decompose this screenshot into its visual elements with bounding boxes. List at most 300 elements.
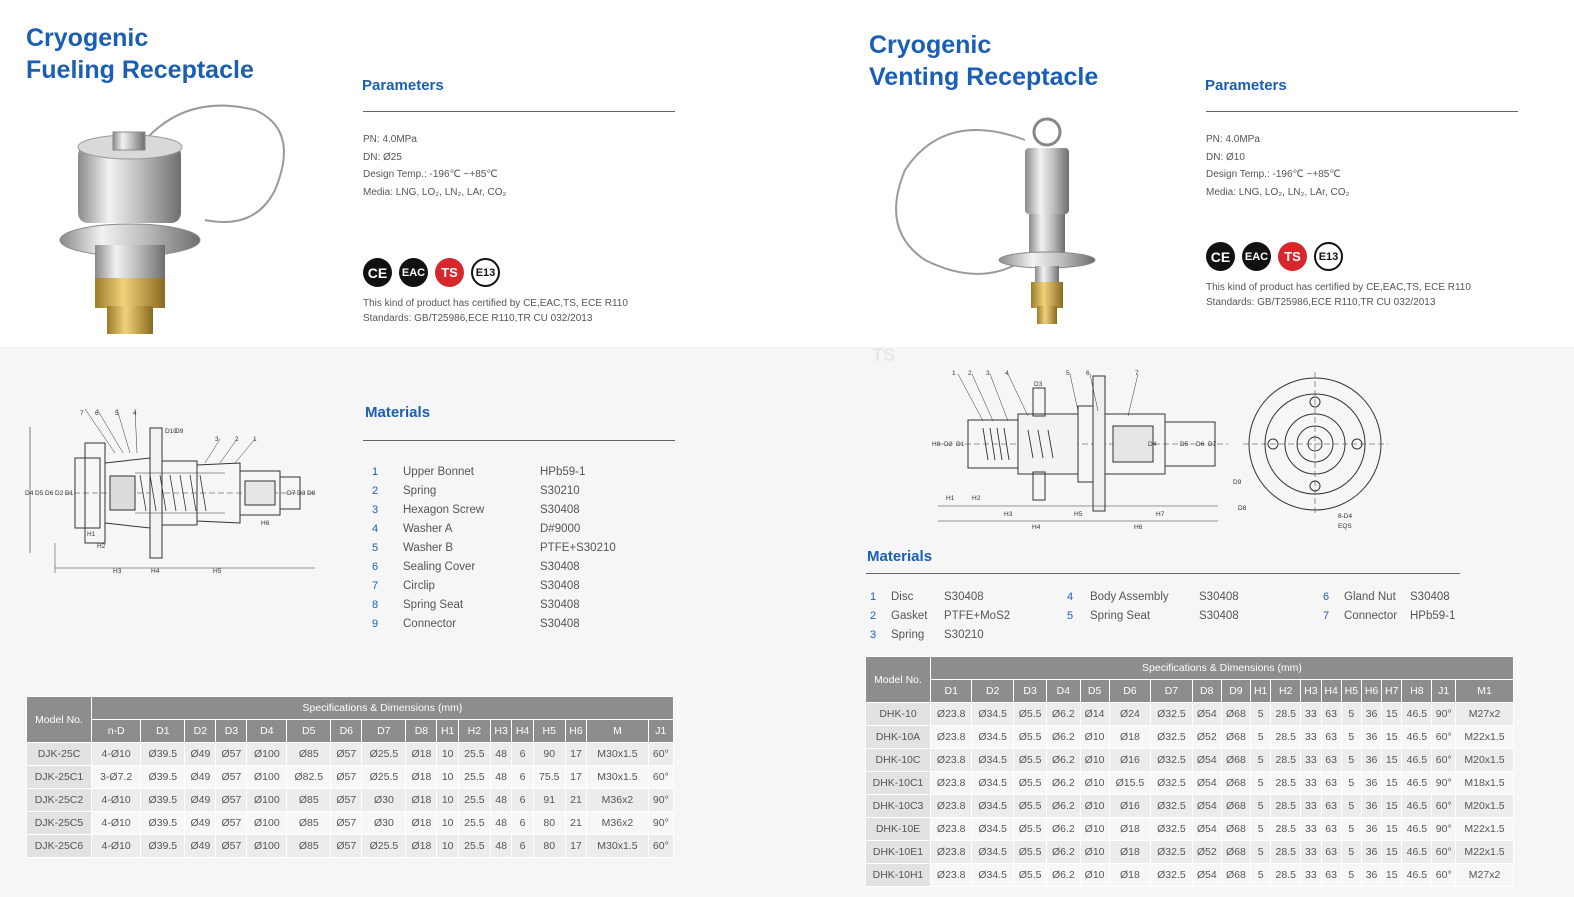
table-cell: 46.5 <box>1402 841 1432 864</box>
left-drawing-label-1: 1 <box>253 436 257 443</box>
table-cell: Ø18 <box>406 743 437 766</box>
table-cell: 28.5 <box>1271 703 1301 726</box>
column-header: H3 <box>1301 680 1321 703</box>
table-cell: 60° <box>648 835 673 858</box>
left-cert-line1: This kind of product has certified by CE,EAC,TS, ECE R110 <box>363 298 628 309</box>
right-materials-col3 <box>1323 587 1455 625</box>
table-cell: Ø5.5 <box>1013 749 1046 772</box>
table-cell: 17 <box>565 835 586 858</box>
table-row <box>866 864 1514 887</box>
left-materials-divider <box>363 440 675 441</box>
right-drawing-label-d8: D8 <box>1238 505 1247 512</box>
table-cell: 5 <box>1341 749 1361 772</box>
table-cell: Ø23.8 <box>931 864 972 887</box>
right-drawing-label-5: 5 <box>1066 370 1070 377</box>
model-no-header: Model No. <box>866 657 931 703</box>
table-cell: 90° <box>648 812 673 835</box>
left-drawing-label-4: 4 <box>133 410 137 417</box>
table-cell: 91 <box>533 789 565 812</box>
table-cell: 5 <box>1251 818 1271 841</box>
table-cell: 5 <box>1341 841 1361 864</box>
table-cell: Ø32.5 <box>1151 749 1192 772</box>
left-drawing-label-d4: D4 <box>25 490 34 497</box>
material-spec: S30408 <box>1199 590 1239 603</box>
right-drawing-label-h2: H2 <box>972 495 981 502</box>
table-cell: Ø16 <box>1109 749 1150 772</box>
table-cell: Ø100 <box>247 812 287 835</box>
table-cell: Ø30 <box>362 789 406 812</box>
table-cell: Ø49 <box>185 789 216 812</box>
right-cert-line2: Standards: GB/T25986,ECE R110,TR CU 032/2013 <box>1206 297 1436 308</box>
table-cell: 10 <box>437 743 458 766</box>
material-name: Gland Nut <box>1344 590 1396 603</box>
table-cell: 4-Ø10 <box>92 743 141 766</box>
right-drawing-label-h5: H5 <box>1074 511 1083 518</box>
left-title-line2: Fueling Receptacle <box>26 56 254 84</box>
table-cell: 15 <box>1382 818 1402 841</box>
table-cell: 33 <box>1301 726 1321 749</box>
left-drawing-label-d2: D2 <box>55 490 64 497</box>
column-header: H2 <box>458 720 490 743</box>
table-cell: 63 <box>1321 795 1341 818</box>
material-num: 9 <box>372 617 379 630</box>
material-spec: S30408 <box>540 598 580 611</box>
table-cell: 17 <box>565 766 586 789</box>
column-header: H4 <box>1321 680 1341 703</box>
model-no-header: Model No. <box>27 697 92 743</box>
table-cell: Ø34.5 <box>972 749 1013 772</box>
table-cell: 36 <box>1361 726 1381 749</box>
table-cell: Ø15.5 <box>1109 772 1150 795</box>
table-cell: 60° <box>1432 864 1456 887</box>
material-name: Spring Seat <box>1090 609 1151 622</box>
table-cell: Ø5.5 <box>1013 772 1046 795</box>
table-cell: Ø32.5 <box>1151 726 1192 749</box>
column-header: D8 <box>406 720 437 743</box>
table-cell: 10 <box>437 812 458 835</box>
table-cell: Ø32.5 <box>1151 795 1192 818</box>
table-cell: Ø54 <box>1192 703 1221 726</box>
venting-receptacle-photo <box>885 110 1105 328</box>
table-cell: 5 <box>1251 864 1271 887</box>
column-header: H3 <box>490 720 511 743</box>
table-row <box>27 835 674 858</box>
table-cell: 4-Ø10 <box>92 812 141 835</box>
table-cell: 25.5 <box>458 743 490 766</box>
column-header: H4 <box>512 720 533 743</box>
table-cell: 6 <box>512 789 533 812</box>
table-cell: 46.5 <box>1402 749 1432 772</box>
table-cell: Ø39.5 <box>141 812 185 835</box>
material-name: Spring Seat <box>403 598 464 611</box>
table-row <box>27 812 674 835</box>
left-drawing-label-d8: D8 <box>307 490 316 497</box>
table-cell: Ø68 <box>1221 726 1250 749</box>
table-cell: 15 <box>1382 703 1402 726</box>
table-cell: 48 <box>490 835 511 858</box>
table-cell: 80 <box>533 812 565 835</box>
table-cell: 90° <box>1432 818 1456 841</box>
table-cell: 36 <box>1361 703 1381 726</box>
table-cell: 10 <box>437 835 458 858</box>
table-cell: Ø52 <box>1192 841 1221 864</box>
table-cell: 63 <box>1321 749 1341 772</box>
table-cell: Ø34.5 <box>972 772 1013 795</box>
table-row <box>866 772 1514 795</box>
table-cell: Ø23.8 <box>931 818 972 841</box>
material-name: Hexagon Screw <box>403 503 485 516</box>
table-cell: Ø23.8 <box>931 841 972 864</box>
material-name: Washer B <box>403 541 454 554</box>
material-row <box>372 519 616 538</box>
table-cell: Ø32.5 <box>1151 818 1192 841</box>
table-cell: Ø25.5 <box>362 743 406 766</box>
material-row <box>1067 606 1239 625</box>
left-cert-badges <box>363 258 500 287</box>
table-cell: M36x2 <box>587 789 648 812</box>
material-num: 6 <box>1323 590 1330 603</box>
table-cell: Ø10 <box>1080 726 1109 749</box>
table-cell: 5 <box>1251 703 1271 726</box>
table-cell: 46.5 <box>1402 703 1432 726</box>
material-num: 2 <box>870 609 877 622</box>
model-cell: DHK-10E <box>866 818 931 841</box>
material-spec: S30408 <box>540 579 580 592</box>
left-spec-table <box>26 696 674 858</box>
table-cell: 28.5 <box>1271 795 1301 818</box>
ce-icon: CE <box>363 258 392 287</box>
table-cell: Ø6.2 <box>1047 841 1080 864</box>
table-cell: 36 <box>1361 772 1381 795</box>
table-row <box>866 818 1514 841</box>
table-cell: Ø10 <box>1080 818 1109 841</box>
table-cell: 90° <box>1432 703 1456 726</box>
material-num: 4 <box>372 522 379 535</box>
left-drawing-label-h6: H6 <box>261 520 270 527</box>
table-cell: Ø10 <box>1080 841 1109 864</box>
column-header: D4 <box>1047 680 1080 703</box>
table-cell: Ø5.5 <box>1013 795 1046 818</box>
material-name: Spring <box>403 484 437 497</box>
table-cell: 28.5 <box>1271 841 1301 864</box>
right-certification-text <box>1206 280 1471 310</box>
material-spec: PTFE+MoS2 <box>944 609 1011 622</box>
table-cell: Ø68 <box>1221 864 1250 887</box>
right-materials-col1 <box>870 587 1010 644</box>
table-cell: 25.5 <box>458 789 490 812</box>
material-num: 6 <box>372 560 379 573</box>
column-header: D6 <box>331 720 362 743</box>
right-title-line2: Venting Receptacle <box>869 63 1099 91</box>
model-cell: DHK-10H1 <box>866 864 931 887</box>
table-cell: Ø100 <box>247 743 287 766</box>
table-row <box>866 841 1514 864</box>
column-header: D1 <box>141 720 185 743</box>
material-spec: PTFE+S30210 <box>540 541 616 554</box>
table-cell: M20x1.5 <box>1456 795 1514 818</box>
right-param-dn: DN: Ø10 <box>1206 151 1245 163</box>
table-cell: Ø57 <box>216 789 247 812</box>
material-row <box>372 462 616 481</box>
material-num: 1 <box>870 590 877 603</box>
table-cell: 63 <box>1321 841 1341 864</box>
left-product-title <box>26 22 254 86</box>
column-header: D3 <box>216 720 247 743</box>
material-num: 3 <box>870 628 877 641</box>
table-cell: 6 <box>512 766 533 789</box>
table-cell: Ø10 <box>1080 772 1109 795</box>
table-cell: 36 <box>1361 818 1381 841</box>
column-header: J1 <box>648 720 673 743</box>
model-cell: DHK-10 <box>866 703 931 726</box>
table-cell: Ø100 <box>247 789 287 812</box>
right-materials-heading: Materials <box>867 548 933 565</box>
table-cell: Ø49 <box>185 743 216 766</box>
table-cell: Ø68 <box>1221 703 1250 726</box>
material-spec: S30408 <box>540 560 580 573</box>
material-name: Circlip <box>403 579 435 592</box>
column-header: H8 <box>1402 680 1432 703</box>
table-row <box>866 726 1514 749</box>
table-cell: 60° <box>648 743 673 766</box>
table-cell: 5 <box>1251 726 1271 749</box>
table-cell: Ø54 <box>1192 818 1221 841</box>
table-cell: M22x1.5 <box>1456 726 1514 749</box>
column-header: D3 <box>1013 680 1046 703</box>
material-spec: S30408 <box>1199 609 1239 622</box>
table-cell: Ø10 <box>1080 749 1109 772</box>
table-cell: Ø6.2 <box>1047 818 1080 841</box>
table-cell: Ø85 <box>287 812 331 835</box>
right-drawing-label-h8: H8 <box>932 441 941 448</box>
table-cell: 36 <box>1361 749 1381 772</box>
material-name: Connector <box>1344 609 1398 622</box>
material-spec: S30408 <box>540 617 580 630</box>
table-cell: M30x1.5 <box>587 743 648 766</box>
table-cell: Ø57 <box>331 743 362 766</box>
table-cell: Ø18 <box>406 812 437 835</box>
left-drawing-label-3: 3 <box>215 436 219 443</box>
table-cell: Ø6.2 <box>1047 703 1080 726</box>
left-parameters-divider <box>363 111 675 112</box>
material-row <box>372 500 616 519</box>
left-drawing-label-d9: D9 <box>175 428 184 435</box>
table-cell: 15 <box>1382 749 1402 772</box>
table-cell: 28.5 <box>1271 772 1301 795</box>
model-cell: DHK-10A <box>866 726 931 749</box>
table-row <box>866 703 1514 726</box>
table-cell: Ø5.5 <box>1013 864 1046 887</box>
table-cell: Ø34.5 <box>972 864 1013 887</box>
table-cell: 5 <box>1251 749 1271 772</box>
right-drawing-label-d2: D2 <box>944 441 953 448</box>
table-cell: 10 <box>437 789 458 812</box>
table-cell: M36x2 <box>587 812 648 835</box>
table-cell: Ø32.5 <box>1151 864 1192 887</box>
material-row <box>372 481 616 500</box>
left-drawing-label-h3: H3 <box>113 568 122 575</box>
table-cell: 36 <box>1361 841 1381 864</box>
table-cell: 15 <box>1382 841 1402 864</box>
left-drawing-label-d1: D1 <box>65 490 74 497</box>
table-cell: Ø57 <box>216 812 247 835</box>
material-row <box>870 606 1010 625</box>
material-row <box>372 614 616 633</box>
column-header: D5 <box>1080 680 1109 703</box>
table-cell: 46.5 <box>1402 726 1432 749</box>
right-drawing-label-1: 1 <box>952 370 956 377</box>
column-header: H5 <box>1341 680 1361 703</box>
left-drawing-label-2: 2 <box>235 436 239 443</box>
table-cell: Ø34.5 <box>972 795 1013 818</box>
table-cell: Ø23.8 <box>931 726 972 749</box>
left-drawing-label-h4: H4 <box>151 568 160 575</box>
table-cell: Ø5.5 <box>1013 818 1046 841</box>
left-drawing-label-d5: D5 <box>35 490 44 497</box>
table-cell: Ø5.5 <box>1013 726 1046 749</box>
right-param-media: Media: LNG, LO₂, LN₂, LAr, CO₂ <box>1206 186 1350 198</box>
model-cell: DJK-25C5 <box>27 812 92 835</box>
table-cell: 46.5 <box>1402 818 1432 841</box>
right-cert-badges <box>1206 242 1343 271</box>
left-drawing-label-d7: D7 <box>287 490 296 497</box>
right-drawing-label-4: 4 <box>1005 370 1009 377</box>
material-spec: HPb59-1 <box>1410 609 1456 622</box>
table-cell: Ø32.5 <box>1151 841 1192 864</box>
left-drawing-label-6: 6 <box>95 410 99 417</box>
right-drawing-label-h4: H4 <box>1032 524 1041 531</box>
left-param-pn: PN: 4.0MPa <box>363 134 417 145</box>
material-num: 8 <box>372 598 379 611</box>
table-row <box>27 743 674 766</box>
ts-icon: TS <box>435 258 464 287</box>
table-cell: Ø16 <box>1109 795 1150 818</box>
table-cell: Ø32.5 <box>1151 703 1192 726</box>
table-cell: 5 <box>1341 703 1361 726</box>
table-cell: Ø23.8 <box>931 772 972 795</box>
left-drawing-label-d10: D10 <box>165 428 177 435</box>
table-cell: 33 <box>1301 749 1321 772</box>
table-cell: Ø14 <box>1080 703 1109 726</box>
right-drawing-label-d7: D7 <box>1208 441 1217 448</box>
column-header: D2 <box>185 720 216 743</box>
table-cell: 33 <box>1301 841 1321 864</box>
material-num: 5 <box>372 541 379 554</box>
model-cell: DHK-10E1 <box>866 841 931 864</box>
material-row <box>870 587 1010 606</box>
column-header: M <box>587 720 648 743</box>
right-drawing-label-h1: H1 <box>946 495 955 502</box>
column-header: D5 <box>287 720 331 743</box>
table-cell: Ø39.5 <box>141 835 185 858</box>
eac-icon: EAC <box>399 258 428 287</box>
column-header: n-D <box>92 720 141 743</box>
material-name: Disc <box>891 590 914 603</box>
table-cell: Ø49 <box>185 812 216 835</box>
table-cell: 46.5 <box>1402 864 1432 887</box>
fueling-receptacle-drawing <box>25 403 325 581</box>
column-header: M1 <box>1456 680 1514 703</box>
material-num: 7 <box>372 579 379 592</box>
material-spec: S30408 <box>944 590 984 603</box>
right-product-title <box>869 29 1098 93</box>
table-cell: Ø18 <box>406 766 437 789</box>
column-header: H2 <box>1271 680 1301 703</box>
table-cell: 15 <box>1382 795 1402 818</box>
right-materials-divider <box>866 573 1460 574</box>
table-cell: 28.5 <box>1271 864 1301 887</box>
table-cell: 36 <box>1361 864 1381 887</box>
table-cell: 63 <box>1321 703 1341 726</box>
eac-icon: EAC <box>1242 242 1271 271</box>
material-spec: D#9000 <box>540 522 581 535</box>
table-cell: 60° <box>1432 795 1456 818</box>
table-cell: 6 <box>512 743 533 766</box>
table-cell: 33 <box>1301 864 1321 887</box>
right-drawing-label-7: 7 <box>1135 370 1139 377</box>
table-cell: 48 <box>490 812 511 835</box>
table-cell: 46.5 <box>1402 772 1432 795</box>
model-cell: DJK-25C1 <box>27 766 92 789</box>
table-cell: Ø68 <box>1221 772 1250 795</box>
table-cell: Ø57 <box>331 812 362 835</box>
right-drawing-label-d6: D6 <box>1196 441 1205 448</box>
table-cell: Ø85 <box>287 789 331 812</box>
table-cell: 28.5 <box>1271 818 1301 841</box>
material-row <box>870 625 1010 644</box>
table-cell: Ø57 <box>216 743 247 766</box>
right-drawing-label-h7: H7 <box>1156 511 1165 518</box>
table-cell: 5 <box>1341 772 1361 795</box>
material-num: 4 <box>1067 590 1074 603</box>
column-header: H5 <box>533 720 565 743</box>
right-cert-line1: This kind of product has certified by CE,EAC,TS, ECE R110 <box>1206 282 1471 293</box>
right-drawing-label-h6: H6 <box>1134 524 1143 531</box>
table-cell: Ø82.5 <box>287 766 331 789</box>
table-cell: 36 <box>1361 795 1381 818</box>
table-cell: 15 <box>1382 772 1402 795</box>
ce-icon: CE <box>1206 242 1235 271</box>
table-cell: 48 <box>490 766 511 789</box>
table-cell: Ø57 <box>216 835 247 858</box>
material-num: 2 <box>372 484 379 497</box>
right-drawing-label-8-d4: 8-D4 <box>1338 513 1353 520</box>
material-name: Washer A <box>403 522 453 535</box>
column-header: D7 <box>362 720 406 743</box>
table-cell: 5 <box>1251 795 1271 818</box>
table-cell: Ø39.5 <box>141 766 185 789</box>
table-cell: Ø34.5 <box>972 703 1013 726</box>
table-cell: Ø18 <box>1109 841 1150 864</box>
model-cell: DHK-10C3 <box>866 795 931 818</box>
table-cell: Ø34.5 <box>972 818 1013 841</box>
right-drawing-label-d9: D9 <box>1233 479 1242 486</box>
material-row <box>372 557 616 576</box>
table-cell: Ø6.2 <box>1047 772 1080 795</box>
table-cell: Ø5.5 <box>1013 703 1046 726</box>
table-cell: Ø6.2 <box>1047 749 1080 772</box>
table-cell: M20x1.5 <box>1456 749 1514 772</box>
table-cell: 5 <box>1251 772 1271 795</box>
table-cell: M22x1.5 <box>1456 818 1514 841</box>
column-header: J1 <box>1432 680 1456 703</box>
table-cell: 3-Ø7.2 <box>92 766 141 789</box>
material-name: Gasket <box>891 609 928 622</box>
material-name: Upper Bonnet <box>403 465 474 478</box>
table-cell: 63 <box>1321 772 1341 795</box>
table-cell: 60° <box>1432 749 1456 772</box>
table-cell: Ø39.5 <box>141 743 185 766</box>
